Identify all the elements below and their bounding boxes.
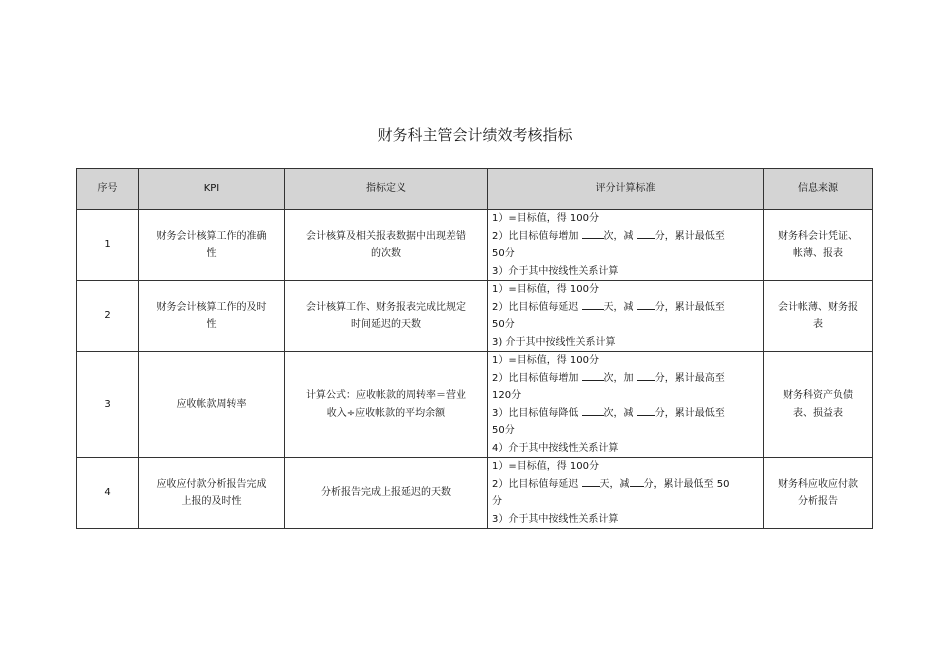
scoring-text: 分，累计最低至: [654, 230, 725, 242]
definition-cell: [285, 458, 488, 529]
source-cell: [764, 210, 873, 281]
scoring-line: [492, 299, 759, 317]
scoring-cell: [488, 458, 764, 529]
source-cell: [764, 352, 873, 458]
kpi-cell: [139, 210, 285, 281]
header-scoring: 评分计算标准: [488, 169, 764, 210]
scoring-text: 2）比目标值每增加: [492, 230, 582, 242]
definition-cell: [285, 352, 488, 458]
header-definition: 指标定义: [285, 169, 488, 210]
source-text: 会计帐薄、财务报: [778, 301, 858, 313]
scoring-line: [492, 405, 759, 423]
scoring-text: 天，减: [599, 478, 630, 490]
source-text: 帐薄、报表: [793, 248, 843, 259]
scoring-line: 4）介于其中按线性关系计算: [492, 442, 619, 454]
source-text: 财务科资产负债: [783, 390, 853, 401]
scoring-cell: [488, 210, 764, 281]
scoring-line: 120分: [492, 390, 522, 401]
definition-cell: [285, 281, 488, 352]
scoring-line: 3) 介于其中按线性关系计算: [492, 336, 616, 348]
scoring-cell: [488, 352, 764, 458]
scoring-line: 分: [492, 496, 502, 507]
scoring-line: 1）=目标值，得 100分: [492, 284, 600, 295]
scoring-line: 3）介于其中按线性关系计算: [492, 265, 619, 277]
row-number: 4: [77, 458, 139, 529]
header-kpi: KPI: [139, 169, 285, 210]
row-number: 1: [77, 210, 139, 281]
fill-blank: [582, 405, 604, 416]
kpi-cell: [139, 352, 285, 458]
fill-blank: [582, 370, 604, 381]
scoring-text: 分，累计最低至: [654, 301, 725, 313]
definition-text: 分析报告完成上报延迟的天数: [321, 487, 451, 499]
definition-text: 会计核算及相关报表数据中出现差错: [306, 230, 466, 242]
scoring-text: 次，减: [603, 407, 634, 419]
row-number: 3: [77, 352, 139, 458]
kpi-text: 性: [206, 248, 217, 259]
table-row: [77, 281, 873, 352]
scoring-line: 50分: [492, 319, 515, 330]
fill-blank: [630, 476, 644, 487]
document-title: 财务科主管会计绩效考核指标: [377, 126, 573, 144]
table-row: [77, 458, 873, 529]
scoring-line: 50分: [492, 248, 515, 259]
scoring-line: 1）=目标值，得 100分: [492, 213, 600, 224]
source-text: 分析报告: [798, 496, 838, 507]
source-cell: [764, 281, 873, 352]
fill-blank: [637, 405, 655, 416]
scoring-text: 3）比目标值每降低: [492, 407, 582, 419]
fill-blank: [582, 228, 604, 239]
source-text: 表、损益表: [793, 407, 843, 419]
definition-text: 计算公式：应收帐款的周转率＝营业: [306, 390, 466, 401]
kpi-cell: [139, 458, 285, 529]
scoring-text: 次，加: [603, 372, 634, 384]
table-row: [77, 352, 873, 458]
definition-text: 收入÷应收帐款的平均余额: [326, 407, 446, 419]
definition-text: 的次数: [371, 248, 401, 259]
fill-blank: [637, 370, 655, 381]
scoring-text: 2）比目标值每延迟: [492, 478, 582, 490]
fill-blank: [637, 228, 655, 239]
header-no: 序号: [77, 169, 139, 210]
scoring-line: 50分: [492, 425, 515, 436]
fill-blank: [582, 476, 600, 487]
row-number: 2: [77, 281, 139, 352]
kpi-text: 应收帐款周转率: [176, 398, 247, 410]
scoring-line: [492, 476, 759, 494]
kpi-text: 应收应付款分析报告完成: [156, 478, 267, 490]
scoring-text: 天，减: [603, 301, 634, 313]
scoring-line: [492, 228, 759, 246]
scoring-line: 1）=目标值，得 100分: [492, 355, 600, 366]
kpi-cell: [139, 281, 285, 352]
scoring-text: 分，累计最低至: [654, 407, 725, 419]
source-text: 财务科应收应付款: [778, 478, 858, 490]
scoring-text: 分，累计最低至 50: [643, 478, 730, 490]
scoring-line: 3）介于其中按线性关系计算: [492, 513, 619, 525]
scoring-line: 1）=目标值，得 100分: [492, 461, 600, 472]
scoring-text: 分，累计最高至: [654, 372, 725, 384]
scoring-text: 2）比目标值每延迟: [492, 301, 582, 313]
definition-text: 时间延迟的天数: [351, 319, 421, 330]
source-text: 财务科会计凭证、: [778, 230, 858, 242]
table-row: [77, 210, 873, 281]
kpi-table: [76, 168, 873, 529]
source-cell: [764, 458, 873, 529]
header-row: [77, 169, 873, 210]
fill-blank: [637, 299, 655, 310]
kpi-text: 财务会计核算工作的准确: [156, 230, 267, 242]
kpi-text: 性: [206, 319, 217, 330]
scoring-cell: [488, 281, 764, 352]
kpi-text: 上报的及时性: [181, 496, 242, 507]
definition-cell: [285, 210, 488, 281]
scoring-line: [492, 370, 759, 388]
source-text: 表: [813, 319, 823, 330]
header-source: 信息来源: [764, 169, 873, 210]
definition-text: 会计核算工作、财务报表完成比规定: [306, 301, 466, 313]
scoring-text: 2）比目标值每增加: [492, 372, 582, 384]
scoring-text: 次，减: [603, 230, 634, 242]
fill-blank: [582, 299, 604, 310]
kpi-text: 财务会计核算工作的及时: [156, 301, 267, 313]
